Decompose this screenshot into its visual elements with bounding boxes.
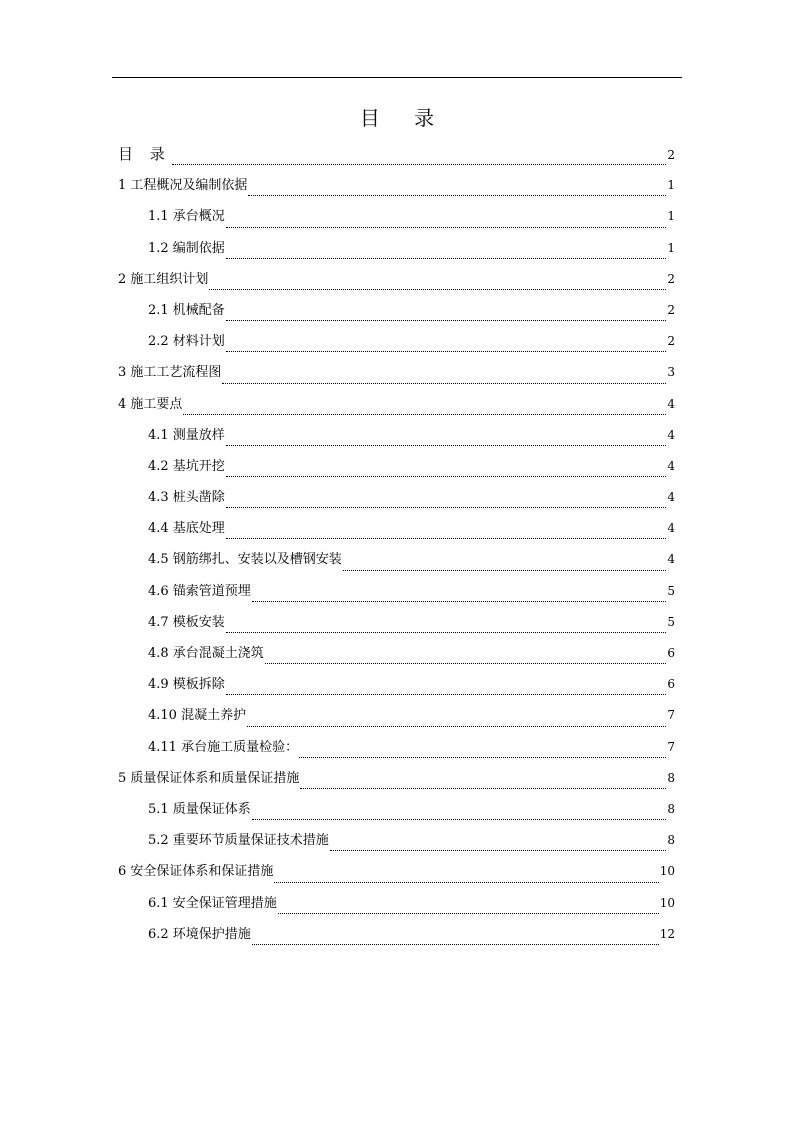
dot-leader: [274, 882, 658, 883]
toc-entry[interactable]: [118, 175, 675, 206]
toc-entry-title: 目 录: [118, 145, 171, 163]
toc-entry-title: 5 质量保证体系和质量保证措施: [118, 770, 300, 786]
toc-entry-title: 4.1 测量放样: [148, 427, 225, 443]
toc-page-number: 4: [667, 552, 675, 567]
dot-leader: [226, 351, 667, 352]
toc-entry[interactable]: [118, 893, 675, 924]
toc-entry-title: 5.1 质量保证体系: [148, 801, 251, 817]
toc-page-number: 10: [659, 895, 675, 910]
toc-entry[interactable]: [118, 799, 675, 830]
toc-page-number: 6: [667, 646, 675, 660]
toc-entry[interactable]: [118, 861, 675, 892]
toc-page-number: 2: [667, 302, 675, 317]
toc-entry[interactable]: [118, 331, 675, 362]
dot-leader: [247, 726, 666, 727]
dot-leader: [226, 445, 667, 446]
dot-leader: [252, 601, 667, 602]
dot-leader: [300, 788, 666, 789]
toc-page-number: 5: [667, 614, 675, 629]
toc-page-number: 1: [667, 240, 675, 255]
toc-page-number: 1: [667, 178, 675, 193]
dot-leader: [299, 757, 666, 758]
toc-entry[interactable]: [118, 238, 675, 269]
dot-leader: [278, 913, 659, 914]
toc-entry-title: 4.11 承台施工质量检验：: [148, 739, 299, 755]
toc-page-number: 5: [667, 583, 675, 598]
toc-entry[interactable]: [118, 206, 675, 237]
dot-leader: [172, 164, 667, 165]
dot-leader: [226, 476, 667, 477]
dot-leader: [226, 227, 667, 228]
toc-page-number: 6: [667, 677, 675, 692]
dot-leader: [226, 320, 667, 321]
dot-leader: [226, 632, 667, 633]
dot-leader: [343, 570, 667, 571]
toc-entry[interactable]: [118, 549, 675, 580]
toc-entry-title: 6 安全保证体系和保证措施: [118, 864, 274, 880]
toc-entry-title: 2.1 机械配备: [148, 302, 225, 318]
toc-entry-title: 6.2 环境保护措施: [148, 926, 251, 942]
toc-entry[interactable]: [118, 768, 675, 799]
toc-entry-title: 4 施工要点: [118, 396, 183, 412]
toc-entry-title: 4.4 基底处理: [148, 521, 225, 537]
toc-page-number: 7: [667, 708, 675, 723]
toc-entry-title: 2.2 材料计划: [148, 334, 225, 350]
toc-entry-title: 2 施工组织计划: [118, 271, 209, 287]
dot-leader: [226, 694, 667, 695]
toc-entry[interactable]: [118, 487, 675, 518]
toc-entry[interactable]: [118, 705, 675, 736]
toc-entry-title: 4.7 模板安装: [148, 614, 225, 630]
dot-leader: [209, 289, 666, 290]
dot-leader: [226, 258, 667, 259]
dot-leader: [226, 507, 667, 508]
toc-entry[interactable]: [118, 425, 675, 456]
dot-leader: [222, 383, 666, 384]
toc-page-number: 4: [667, 427, 675, 442]
toc-entry[interactable]: [118, 581, 675, 612]
toc-entry[interactable]: [118, 456, 675, 487]
dot-leader: [252, 944, 659, 945]
toc-entry[interactable]: [118, 737, 675, 768]
toc-entry-title: 4.5 钢筋绑扎、安装以及槽钢安装: [148, 552, 342, 568]
toc-list: [118, 144, 675, 955]
dot-leader: [248, 195, 666, 196]
toc-entry-title: 5.2 重要环节质量保证技术措施: [148, 833, 329, 849]
toc-entry-title: 3 施工工艺流程图: [118, 365, 222, 381]
toc-entry[interactable]: [118, 269, 675, 300]
toc-entry[interactable]: [118, 830, 675, 861]
toc-entry[interactable]: [118, 518, 675, 549]
toc-entry[interactable]: [118, 924, 675, 955]
toc-page-number: 8: [667, 833, 675, 848]
toc-page-number: 12: [659, 926, 675, 941]
toc-page-number: 2: [667, 148, 675, 162]
toc-entry[interactable]: [118, 144, 675, 175]
toc-entry-title: 1.1 承台概况: [148, 209, 225, 225]
toc-entry-title: 4.8 承台混凝土浇筑: [148, 646, 264, 661]
dot-leader: [265, 663, 667, 664]
toc-entry[interactable]: [118, 300, 675, 331]
toc-page-number: 4: [667, 396, 675, 411]
toc-entry-title: 4.2 基坑开挖: [148, 458, 225, 474]
toc-page-number: 2: [667, 334, 675, 349]
dot-leader: [330, 850, 667, 851]
toc-entry-title: 4.10 混凝土养护: [148, 708, 247, 724]
toc-entry-title: 4.9 模板拆除: [148, 677, 225, 693]
toc-entry-title: 1 工程概况及编制依据: [118, 178, 248, 194]
toc-entry[interactable]: [118, 362, 675, 393]
toc-page-number: 1: [667, 209, 675, 224]
dot-leader: [183, 414, 666, 415]
toc-entry-title: 6.1 安全保证管理措施: [148, 895, 277, 911]
toc-entry-title: 4.3 桩头凿除: [148, 490, 225, 506]
toc-page-number: 4: [667, 521, 675, 536]
toc-page-number: 3: [667, 365, 675, 380]
toc-entry[interactable]: [118, 674, 675, 705]
toc-entry-title: 4.6 锚索管道预埋: [148, 583, 251, 599]
toc-entry[interactable]: [118, 394, 675, 425]
toc-entry[interactable]: [118, 643, 675, 674]
toc-page-number: 7: [667, 739, 675, 754]
toc-entry[interactable]: [118, 612, 675, 643]
toc-title: 目 录: [359, 106, 449, 130]
toc-page-number: 8: [667, 801, 675, 816]
toc-page-number: 2: [667, 271, 675, 286]
toc-page-number: 8: [667, 770, 675, 785]
toc-entry-title: 1.2 编制依据: [148, 240, 225, 256]
toc-page-number: 4: [667, 490, 675, 505]
toc-page-number: 4: [667, 458, 675, 473]
toc-page-number: 10: [659, 864, 675, 879]
header-rule: [112, 77, 682, 78]
dot-leader: [226, 538, 667, 539]
dot-leader: [252, 819, 667, 820]
